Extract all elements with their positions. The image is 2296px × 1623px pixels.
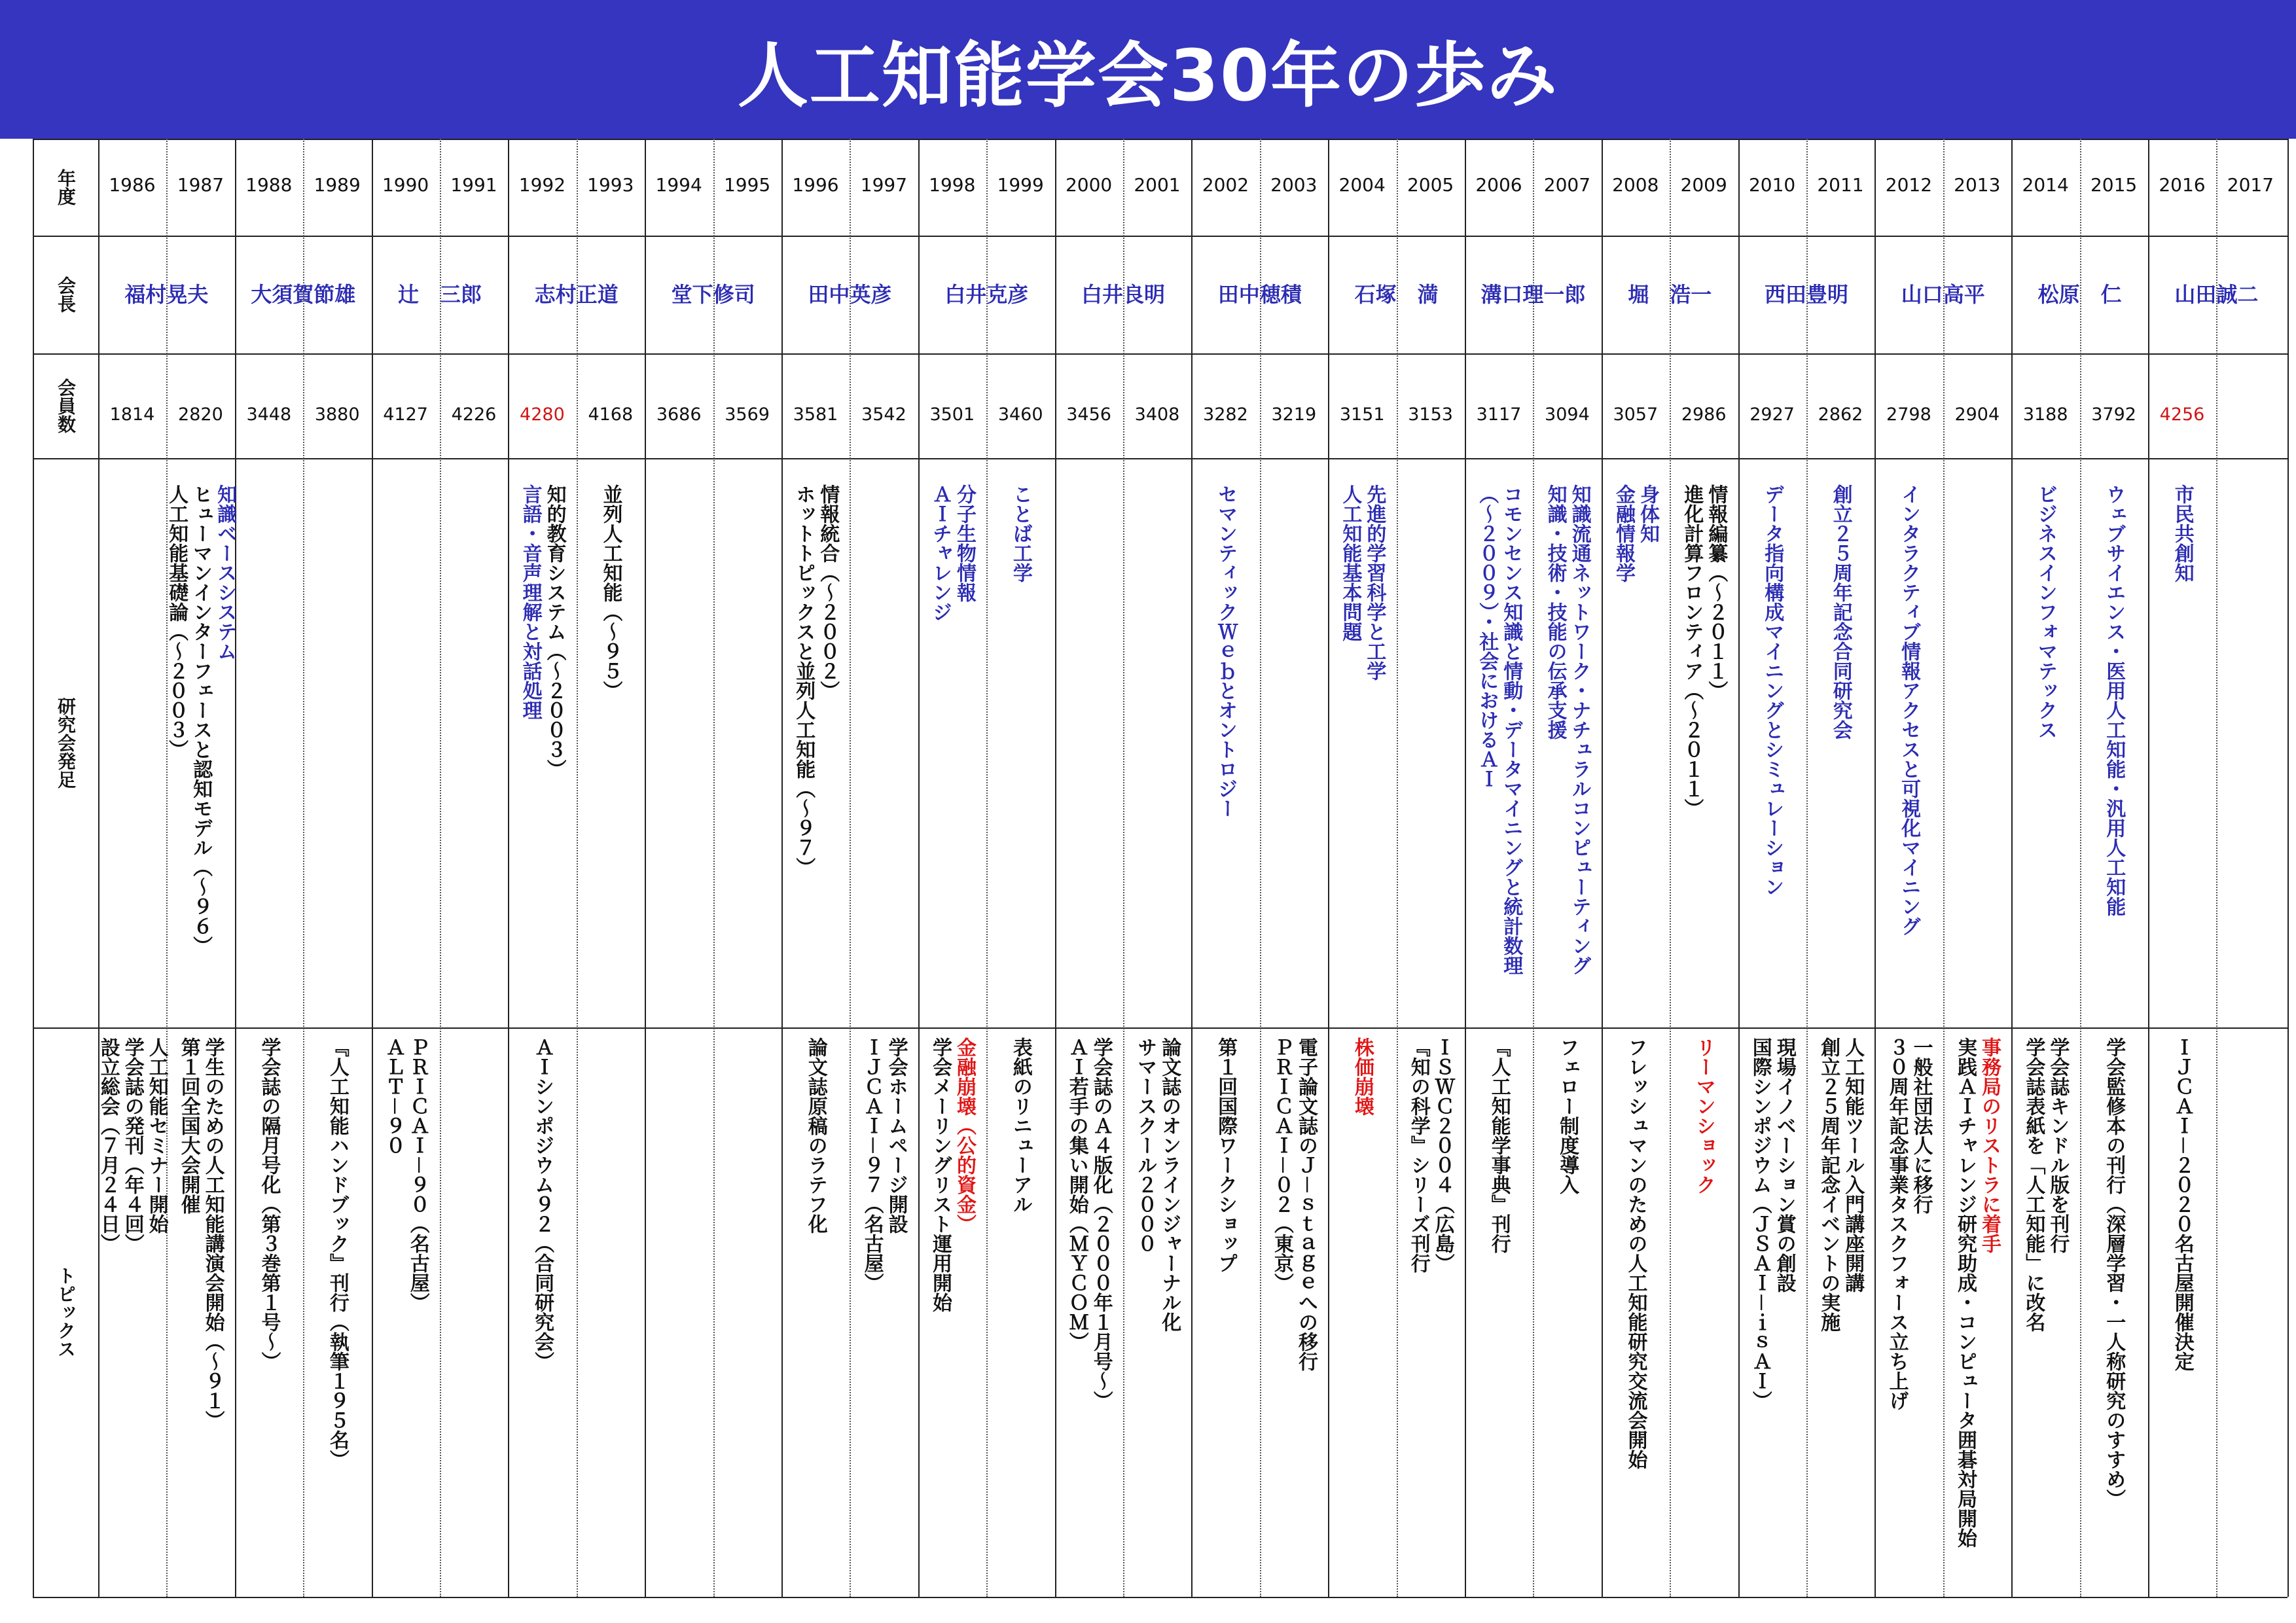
- topic-entry-line: 『知の科学』シリーズ刊行: [1407, 1037, 1430, 1273]
- member-count: 3094: [1545, 404, 1590, 425]
- topic-entry: [325, 1037, 350, 1469]
- topic-entry-line: サマースクール２０００: [1134, 1037, 1157, 1253]
- year-label: 1996: [792, 174, 839, 196]
- year-label: 1989: [314, 174, 361, 196]
- topic-entry-line: ＩＪＣＡＩ－９７（名古屋）: [860, 1037, 884, 1293]
- research-group-entry: [2170, 484, 2195, 582]
- research-group-entry-line: 創立２５周年記念合同研究会: [1829, 484, 1852, 740]
- research-group-entry-line: ビジネスインフォマテックス: [2034, 484, 2057, 740]
- research-group-entry-line: コモンセンス知識と情動・データマイニングと統計数理: [1499, 484, 1523, 975]
- topic-entry: [1885, 1037, 1933, 1410]
- topic-entry: [1065, 1037, 1113, 1410]
- president-name: 志村正道: [534, 282, 619, 307]
- president-name: 西田豊明: [1764, 282, 1848, 307]
- research-group-entry-line: 先進的学習科学と工学: [1363, 484, 1386, 681]
- row-label-research: 研究会発足: [55, 697, 77, 789]
- member-count: 3408: [1134, 404, 1180, 425]
- topic-entry: [1953, 1037, 2001, 1548]
- president-name: 田中英彦: [808, 282, 892, 307]
- research-group-entry-line: 知識流通ネットワーク・ナチュラルコンピューティング: [1568, 484, 1591, 975]
- column-divider: [1328, 139, 1329, 1597]
- topic-entry-line: 学会誌キンドル版を刊行: [2046, 1037, 2070, 1253]
- year-label: 1994: [655, 174, 702, 196]
- year-label: 1987: [177, 174, 224, 196]
- year-divider: [1943, 139, 1945, 1597]
- research-group-entry: [1611, 484, 1660, 582]
- column-divider: [2148, 139, 2149, 1597]
- research-group-entry-line: 言語・音声理解と対話処理: [518, 484, 542, 720]
- year-label: 2004: [1338, 174, 1386, 196]
- year-divider: [1806, 139, 1808, 1597]
- research-group-entry: [1679, 484, 1728, 818]
- member-count: 3581: [793, 404, 838, 425]
- year-divider: [1397, 139, 1398, 1597]
- year-label: 2008: [1612, 174, 1659, 196]
- topic-entry-line: 学会誌の隔月号化（第３巻第１号～）: [257, 1037, 281, 1371]
- topic-entry-line: フレッシュマンのための人工知能研究交流会開始: [1624, 1037, 1647, 1469]
- topic-entry: [928, 1037, 977, 1312]
- research-group-entry-line: データ指向構成マイニングとシミュレーション: [1761, 484, 1784, 897]
- year-divider: [713, 139, 715, 1597]
- research-group-entry: [1760, 484, 1784, 897]
- topic-entry-line: 『人工知能ハンドブック』刊行（執筆１９５名）: [325, 1037, 349, 1469]
- president-name: 松原 仁: [2037, 282, 2122, 307]
- topic-entry-line: 人工知能ツール入門講座開講: [1841, 1037, 1865, 1293]
- president-name: 田中穂積: [1217, 282, 1302, 307]
- topic-entry-line: 実践ＡＩチャレンジ研究助成・コンピュータ囲碁対局開始: [1954, 1037, 1977, 1548]
- research-group-entry: [1475, 484, 1523, 975]
- year-label: 2013: [1954, 174, 2001, 196]
- year-divider: [440, 139, 441, 1597]
- topic-entry: [1213, 1037, 1238, 1273]
- research-group-entry: [1338, 484, 1386, 681]
- topic-entry: [1555, 1037, 1579, 1194]
- topic-entry: [1270, 1037, 1318, 1371]
- member-count: 3188: [2022, 404, 2068, 425]
- topic-entry-line: 人工知能セミナー開始: [145, 1037, 168, 1234]
- president-name: 福村晃夫: [124, 282, 209, 307]
- research-group-entry-line: 身体知: [1636, 484, 1659, 543]
- year-label: 1995: [723, 174, 771, 196]
- research-group-entry-line: ホットトピックスと並列人工知能（～９７）: [792, 484, 816, 877]
- research-group-entry-line: 分子生物情報: [953, 484, 976, 602]
- president-name: 山田誠二: [2174, 282, 2259, 307]
- topic-entry-line: 設立総会（７月２４日）: [96, 1037, 120, 1253]
- research-group-entry-line: 人工知能基礎論（～２００３）: [165, 484, 188, 759]
- column-divider: [918, 139, 920, 1597]
- year-label: 2002: [1202, 174, 1249, 196]
- topic-entry: [2170, 1037, 2195, 1371]
- column-divider: [1874, 139, 1876, 1597]
- member-count: 1814: [109, 404, 155, 425]
- topic-entry-line: 学生のための人工知能講演会開始（～９１）: [201, 1037, 224, 1430]
- member-count: 2986: [1681, 404, 1727, 425]
- president-name: 堂下修司: [671, 282, 755, 307]
- president-name: 溝口理一郎: [1480, 282, 1586, 307]
- year-divider: [1670, 139, 1671, 1597]
- research-group-entry-line: ヒューマンインターフェースと認知モデル（～９６）: [189, 484, 213, 955]
- topic-entry: [1816, 1037, 1865, 1332]
- member-count: 3117: [1476, 404, 1522, 425]
- topic-entry: [1407, 1037, 1455, 1273]
- topic-entry-line: 一般社団法人に移行: [1909, 1037, 1933, 1214]
- topic-entry: [2021, 1037, 2070, 1332]
- year-label: 2001: [1134, 174, 1181, 196]
- topic-entry-line: 事務局のリストラに着手: [1978, 1037, 2001, 1253]
- research-group-entry-line: 人工知能基本問題: [1338, 484, 1362, 641]
- topic-entry-line: 論文誌原稿のラテフ化: [804, 1037, 827, 1234]
- year-label: 1986: [109, 174, 156, 196]
- member-count: 3153: [1408, 404, 1453, 425]
- topic-entry-line: 学会誌表紙を「人工知能」に改名: [2022, 1037, 2045, 1332]
- member-count: 2798: [1886, 404, 1931, 425]
- research-group-entry-line: セマンティックＷｅｂとオントロジー: [1214, 484, 1238, 818]
- year-label: 2016: [2159, 174, 2206, 196]
- member-count: 3501: [929, 404, 975, 425]
- topic-entry-line: リーマンショック: [1692, 1037, 1715, 1194]
- president-name: 白井良明: [1081, 282, 1165, 307]
- year-label: 1997: [860, 174, 908, 196]
- topic-entry-line: 電子論文誌のＪ－ｓｔａｇｅへの移行: [1295, 1037, 1318, 1371]
- year-label: 2009: [1680, 174, 1727, 196]
- topic-entry-line: ＡＩ若手の集い開始（ＭＹＣＯＭ）: [1065, 1037, 1088, 1351]
- column-divider: [372, 139, 373, 1597]
- row-label-year: 年度: [55, 169, 77, 205]
- topic-entry-line: 学会ホームページ開設: [884, 1037, 908, 1234]
- topic-entry-line: 学会監修本の刊行（深層学習・一人称研究のすすめ）: [2102, 1037, 2126, 1508]
- column-divider: [1465, 139, 1466, 1597]
- research-group-entry-line: 並列人工知能（～９５）: [599, 484, 622, 700]
- research-group-entry: [2034, 484, 2058, 740]
- research-group-entry-line: ウェブサイエンス・医用人工知能・汎用人工知能: [2102, 484, 2126, 916]
- column-divider: [508, 139, 509, 1597]
- year-label: 2010: [1748, 174, 1796, 196]
- topic-entry-line: ＩＳＷＣ２００４（広島）: [1431, 1037, 1454, 1273]
- row-divider: [33, 1597, 2287, 1598]
- year-label: 2000: [1065, 174, 1113, 196]
- president-name: 石塚 満: [1354, 282, 1439, 307]
- topic-entry-line: ３０周年記念事業タスクフォース立ち上げ: [1885, 1037, 1909, 1410]
- topic-entry: [1350, 1037, 1374, 1116]
- member-count: 3792: [2091, 404, 2136, 425]
- year-label: 1988: [245, 174, 293, 196]
- research-group-entry: [791, 484, 840, 877]
- topic-entry: [382, 1037, 430, 1312]
- column-divider: [1191, 139, 1193, 1597]
- topic-entry-line: 学会誌の発刊（年４回）: [120, 1037, 144, 1253]
- topic-entry-line: 国際シンポジウム（ＪＳＡＩ－ｉｓＡＩ）: [1748, 1037, 1772, 1410]
- member-count: 3151: [1339, 404, 1385, 425]
- year-label: 2003: [1270, 174, 1318, 196]
- column-divider: [1055, 139, 1056, 1597]
- topic-entry: [804, 1037, 828, 1234]
- research-group-entry: [1213, 484, 1238, 818]
- row-label-members: 会員数: [55, 378, 77, 433]
- topic-entry-line: 創立２５周年記念イベントの実施: [1817, 1037, 1840, 1332]
- research-group-entry: [1829, 484, 1853, 740]
- research-group-entry-line: 知識・技術・技能の伝承支援: [1543, 484, 1567, 740]
- year-divider: [986, 139, 988, 1597]
- topic-entry: [1009, 1037, 1033, 1214]
- year-label: 1992: [518, 174, 566, 196]
- president-name: 山口高平: [1901, 282, 1985, 307]
- topic-entry: [860, 1037, 908, 1293]
- research-group-entry-line: ＡＩチャレンジ: [929, 484, 952, 622]
- topic-entry: [177, 1037, 225, 1430]
- research-group-entry: [164, 484, 237, 955]
- research-group-entry-line: 情報編纂（～２０１１）: [1704, 484, 1728, 700]
- topic-entry: [1624, 1037, 1648, 1469]
- year-label: 2006: [1475, 174, 1522, 196]
- topic-entry-line: 学会誌のＡ４版化（２０００年１月号～）: [1089, 1037, 1113, 1410]
- research-group-entry-line: 市民共創知: [2170, 484, 2194, 582]
- member-count: 3569: [725, 404, 770, 425]
- research-group-entry-line: ことば工学: [1009, 484, 1032, 582]
- row-label-topics: トピックス: [55, 1266, 77, 1358]
- year-label: 1999: [997, 174, 1044, 196]
- member-count: 3880: [314, 404, 360, 425]
- topic-entry-line: 『人工知能学事典』刊行: [1487, 1037, 1511, 1253]
- topic-entry: [257, 1037, 281, 1371]
- member-count: 4256: [2159, 404, 2205, 425]
- topic-entry-line: フェロー制度導入: [1556, 1037, 1579, 1194]
- topic-entry-line: 第１回国際ワークショップ: [1214, 1037, 1238, 1273]
- member-count: 2862: [1818, 404, 1863, 425]
- column-divider: [2287, 139, 2289, 1597]
- topic-entry-line: ＡＩシンポジウム９２（合同研究会）: [531, 1037, 554, 1371]
- research-group-entry-line: 知識ベースシステム: [213, 484, 237, 661]
- research-group-entry-line: 情報統合（～２００２）: [816, 484, 840, 700]
- topic-entry-line: 株価崩壊: [1350, 1037, 1374, 1116]
- member-count: 3282: [1203, 404, 1248, 425]
- research-group-entry-line: インタラクティブ情報アクセスと可視化マイニング: [1897, 484, 1921, 936]
- topic-entry: [2102, 1037, 2126, 1508]
- year-label: 2012: [1885, 174, 1933, 196]
- year-divider: [1533, 139, 1534, 1597]
- topic-entry-line: ＰＲＩＣＡＩ－９０（名古屋）: [406, 1037, 429, 1312]
- president-name: 辻 三郎: [397, 282, 482, 307]
- column-divider: [1602, 139, 1603, 1597]
- research-group-entry: [928, 484, 977, 622]
- year-label: 2014: [2022, 174, 2069, 196]
- member-count: 4127: [383, 404, 428, 425]
- year-label: 2007: [1543, 174, 1591, 196]
- topic-entry-line: 金融崩壊（公的資金）: [953, 1037, 976, 1234]
- year-label: 2017: [2227, 174, 2274, 196]
- topic-entry: [1748, 1037, 1797, 1410]
- research-group-entry: [1897, 484, 1921, 936]
- member-count: 3460: [997, 404, 1043, 425]
- member-count: 2927: [1749, 404, 1795, 425]
- research-group-entry-line: 知的教育システム（～２００３）: [543, 484, 566, 779]
- member-count: 3456: [1066, 404, 1111, 425]
- member-count: 3448: [246, 404, 292, 425]
- column-divider: [781, 139, 783, 1597]
- row-label-president: 会長: [55, 276, 77, 313]
- member-count: 4168: [588, 404, 634, 425]
- year-divider: [2216, 139, 2217, 1597]
- year-divider: [577, 139, 578, 1597]
- year-divider: [1123, 139, 1124, 1597]
- topic-entry-line: ＰＲＩＣＡＩ－０２（東京）: [1270, 1037, 1293, 1293]
- year-label: 1990: [382, 174, 429, 196]
- research-group-entry-line: （～２００９）・社会におけるＡＩ: [1475, 484, 1499, 789]
- research-group-entry: [1009, 484, 1033, 582]
- member-count: 2820: [178, 404, 223, 425]
- year-label: 2015: [2090, 174, 2138, 196]
- year-divider: [2080, 139, 2081, 1597]
- year-divider: [850, 139, 851, 1597]
- topic-entry-line: 論文誌のオンラインジャーナル化: [1158, 1037, 1181, 1332]
- year-label: 1998: [929, 174, 976, 196]
- topic-entry: [1133, 1037, 1181, 1332]
- column-divider: [645, 139, 646, 1597]
- president-name: 堀 浩一: [1628, 282, 1712, 307]
- page-title: 人工知能学会30年の歩み: [737, 35, 1559, 117]
- research-group-entry: [2102, 484, 2126, 916]
- year-label: 1993: [587, 174, 634, 196]
- topic-entry-line: 第１回全国大会開催: [177, 1037, 200, 1214]
- research-group-entry: [518, 484, 567, 779]
- topic-entry: [530, 1037, 554, 1371]
- president-name: 大須賀節雄: [251, 282, 356, 307]
- member-count: 3542: [861, 404, 906, 425]
- topic-entry-line: ＡＬＴ－９０: [382, 1037, 405, 1155]
- topic-entry: [1487, 1037, 1511, 1253]
- year-label: 2011: [1817, 174, 1864, 196]
- research-group-entry-line: 進化計算フロンティア（～２０１１）: [1680, 484, 1704, 818]
- member-count: 3057: [1613, 404, 1659, 425]
- research-group-entry-line: 金融情報学: [1612, 484, 1635, 582]
- column-divider: [98, 139, 99, 1597]
- topic-entry: [96, 1037, 169, 1253]
- column-divider: [1738, 139, 1740, 1597]
- member-count: 3219: [1271, 404, 1317, 425]
- year-divider: [303, 139, 304, 1597]
- year-divider: [1260, 139, 1261, 1597]
- topic-entry-line: ＩＪＣＡＩ－２０２０名古屋開催決定: [2170, 1037, 2194, 1371]
- research-group-entry: [599, 484, 623, 700]
- year-label: 2005: [1407, 174, 1454, 196]
- member-count: 3686: [656, 404, 702, 425]
- member-count: 4226: [451, 404, 497, 425]
- year-label: 1991: [450, 174, 497, 196]
- member-count: 2904: [1954, 404, 2000, 425]
- topic-entry-line: 表紙のリニューアル: [1009, 1037, 1032, 1214]
- column-divider: [2011, 139, 2013, 1597]
- research-group-entry: [1543, 484, 1592, 975]
- topic-entry-line: 現場イノベーション賞の創設: [1772, 1037, 1796, 1293]
- president-name: 白井克彦: [944, 282, 1029, 307]
- topic-entry-line: 学会メーリングリスト運用開始: [929, 1037, 952, 1312]
- topic-entry: [1692, 1037, 1716, 1194]
- member-count: 4280: [520, 404, 565, 425]
